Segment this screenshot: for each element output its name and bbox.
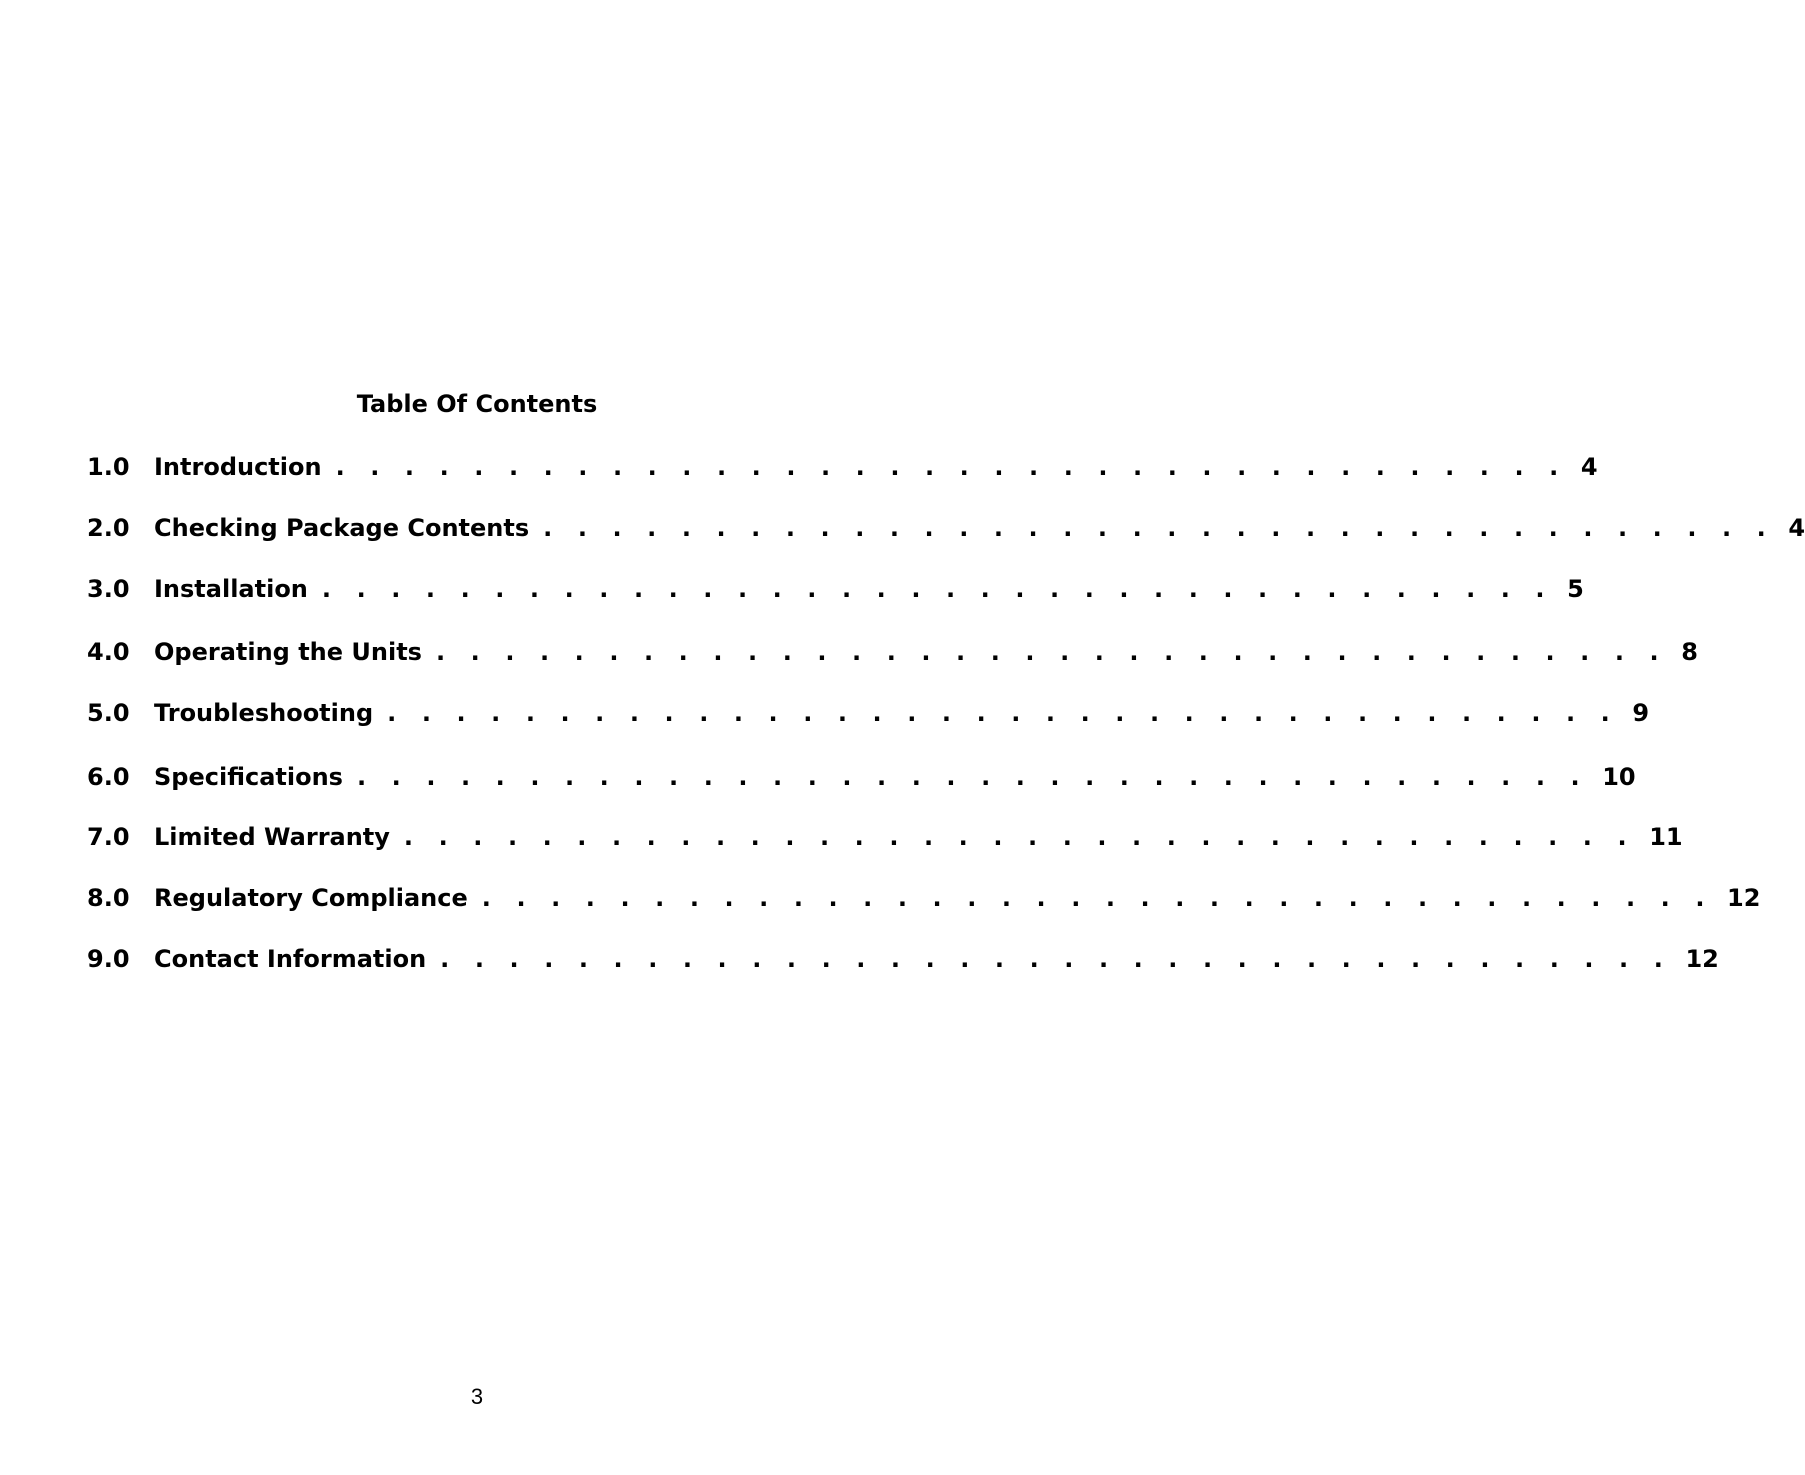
toc-entry-number: 7.0 [87, 823, 130, 851]
toc-entry-label: Specifications [154, 763, 343, 791]
toc-entry-number: 1.0 [87, 453, 130, 481]
toc-entry-label: Introduction [154, 453, 322, 481]
toc-entry-page: 12 [1685, 945, 1719, 973]
toc-entry-page: 11 [1649, 823, 1683, 851]
toc-entry-page: 9 [1632, 699, 1650, 727]
toc-leader-dots: . . . . . . . . . . . . . . . . . . . . . . . . . . . . . . . . . . . . [543, 514, 1775, 542]
toc-entry-label: Troubleshooting [154, 699, 374, 727]
toc-entry-contact-information[interactable] [87, 943, 1719, 975]
toc-entry-installation[interactable] [87, 573, 1584, 605]
toc-entry-number: 8.0 [87, 884, 130, 912]
toc-title: Table Of Contents [356, 390, 598, 418]
toc-leader-dots: . . . . . . . . . . . . . . . . . . . . . . . . . . . . . . . . . . . . [356, 763, 1589, 791]
toc-entry-specifications[interactable] [87, 761, 1636, 793]
toc-entry-label: Regulatory Compliance [154, 884, 468, 912]
toc-entry-label: Contact Information [154, 945, 427, 973]
toc-entry-number: 6.0 [87, 763, 130, 791]
toc-leader-dots: . . . . . . . . . . . . . . . . . . . . . . . . . . . . . . . . . . . . [321, 575, 1554, 603]
toc-leader-dots: . . . . . . . . . . . . . . . . . . . . . . . . . . . . . . . . . . . . [440, 945, 1672, 973]
toc-entry-regulatory-compliance[interactable] [87, 882, 1761, 914]
toc-entry-number: 4.0 [87, 638, 130, 666]
toc-entry-introduction[interactable] [87, 451, 1598, 483]
toc-entry-page: 4 [1580, 453, 1598, 481]
toc-entry-page: 12 [1727, 884, 1761, 912]
toc-leader-dots: . . . . . . . . . . . . . . . . . . . . . . . . . . . . . . . . . . . . [335, 453, 1567, 481]
toc-entry-page: 10 [1602, 763, 1636, 791]
toc-entry-operating-units[interactable] [87, 636, 1698, 668]
toc-entry-number: 5.0 [87, 699, 130, 727]
toc-entry-label: Limited Warranty [154, 823, 390, 851]
toc-entry-label: Installation [154, 575, 308, 603]
page-number: 3 [470, 1384, 484, 1409]
toc-entry-label: Checking Package Contents [154, 514, 530, 542]
toc-entry-troubleshooting[interactable] [87, 697, 1650, 729]
toc-leader-dots: . . . . . . . . . . . . . . . . . . . . . . . . . . . . . . . . . . . . [435, 638, 1668, 666]
toc-entry-page: 4 [1788, 514, 1805, 542]
toc-leader-dots: . . . . . . . . . . . . . . . . . . . . . . . . . . . . . . . . . . . . [403, 823, 1636, 851]
toc-entry-number: 9.0 [87, 945, 130, 973]
toc-entry-label: Operating the Units [154, 638, 422, 666]
toc-entry-page: 8 [1681, 638, 1698, 666]
toc-leader-dots: . . . . . . . . . . . . . . . . . . . . . . . . . . . . . . . . . . . . [387, 699, 1619, 727]
toc-leader-dots: . . . . . . . . . . . . . . . . . . . . . . . . . . . . . . . . . . . . [481, 884, 1714, 912]
toc-entry-limited-warranty[interactable] [87, 821, 1683, 853]
toc-entry-number: 3.0 [87, 575, 130, 603]
toc-entry-page: 5 [1567, 575, 1584, 603]
toc-entry-number: 2.0 [87, 514, 130, 542]
toc-entry-package-contents[interactable] [87, 512, 1805, 544]
